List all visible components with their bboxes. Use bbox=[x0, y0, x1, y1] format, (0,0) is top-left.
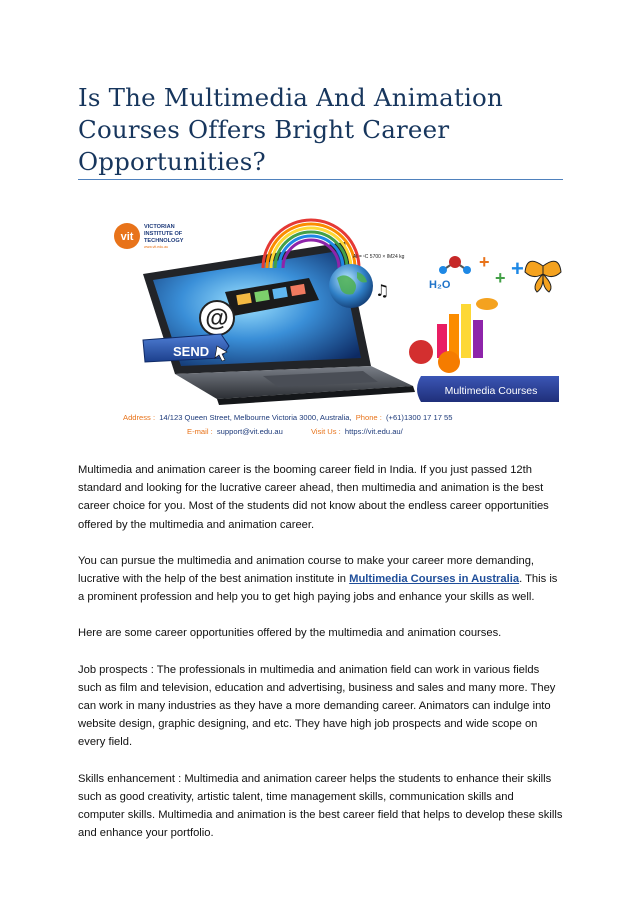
globe-icon bbox=[329, 264, 373, 308]
svg-text:@: @ bbox=[205, 305, 229, 332]
paragraph-job-prospects: Job prospects : The professionals in multimedia and animation field can work in various fields such as film and television, education and advertising, business and sales and many more. They can work in many industries as they have a more demanding career. Animators can indulge into website design, graphic designing, and etc. They have high job prospects and wide scope on every field. bbox=[78, 663, 556, 749]
paragraph-course bbox=[78, 552, 563, 607]
orange-icon bbox=[438, 351, 460, 373]
phone-value: (+61)1300 17 17 55 bbox=[386, 413, 453, 422]
svg-text:+: + bbox=[511, 256, 524, 281]
email-value: support@vit.edu.au bbox=[216, 427, 283, 436]
butterfly-icon bbox=[525, 261, 561, 292]
logo-url: www.vit.edu.au bbox=[144, 245, 169, 249]
music-note-icon: ♫ bbox=[375, 281, 390, 300]
course-badge-label: Multimedia Courses bbox=[444, 385, 538, 397]
svg-text:+: + bbox=[495, 268, 506, 288]
fish-icon bbox=[476, 298, 498, 310]
vit-logo bbox=[114, 223, 184, 249]
apple-icon bbox=[409, 340, 433, 364]
visit-label: Visit Us : bbox=[310, 427, 341, 436]
paragraph-course-lead: You can pursue the multimedia and animation course to make your career more demanding, lucrative with the help of the best animation institute in bbox=[78, 554, 535, 586]
title-underline bbox=[78, 179, 563, 180]
address-line bbox=[123, 413, 453, 422]
paragraph-skills-enhancement: Skills enhancement : Multimedia and animation career helps the students to enhance their skills such as good creativity, artistic talent, time management skills, communication skills and computer skills. Multimedia and animation is the best career field that helps to develop these skills and enhance your portfolio. bbox=[78, 772, 563, 840]
multimedia-courses-badge bbox=[417, 376, 559, 402]
contact-line bbox=[187, 427, 404, 436]
logo-mark-text: vit bbox=[120, 231, 134, 243]
email-at-icon bbox=[200, 301, 234, 335]
logo-name-line-3: TECHNOLOGY bbox=[144, 238, 184, 244]
send-button-graphic bbox=[143, 334, 229, 362]
formula-label: Al = ¹C 5700 × IM24 kg bbox=[353, 254, 405, 260]
multimedia-courses-link[interactable]: Multimedia Courses in Australia bbox=[349, 573, 520, 586]
paragraph-opportunities-intro: Here are some career opportunities offered by the multimedia and animation courses. bbox=[78, 627, 502, 640]
logo-name-line-1: VICTORIAN bbox=[144, 224, 175, 230]
article-body bbox=[78, 461, 563, 860]
address-value: 14/123 Queen Street, Melbourne Victoria 3000, Australia, bbox=[159, 413, 352, 422]
bar-graph-illustration bbox=[437, 304, 483, 358]
paragraph-intro: Multimedia and animation career is the booming career field in India. If you just passed 12th standard and looking for the lucrative career ahead, then multimedia and animation is the best career choice for you. Most of the students did not know about the endless career opportunities offered by the multimedia and animation career. bbox=[78, 464, 549, 531]
document-title: Is The Multimedia And Animation Courses Offers Bright Career Opportunities? bbox=[78, 83, 503, 176]
address-label: Address : bbox=[123, 413, 156, 422]
multimedia-banner-image bbox=[113, 196, 565, 439]
visit-value: https://vit.edu.au/ bbox=[344, 427, 403, 436]
email-label: E-mail : bbox=[187, 427, 213, 436]
svg-text:+: + bbox=[479, 252, 490, 272]
h2o-label: H₂O bbox=[429, 279, 451, 291]
paragraph-course-tail: . This is a prominent profession and help you to get high paying jobs and enhance your skills as well. bbox=[78, 573, 558, 604]
logo-name-line-2: INSTITUTE OF bbox=[144, 231, 183, 237]
phone-label: Phone : bbox=[355, 413, 382, 422]
molecule-icon bbox=[439, 256, 471, 274]
send-label: SEND bbox=[173, 344, 210, 359]
plus-signs-decoration bbox=[479, 252, 524, 288]
